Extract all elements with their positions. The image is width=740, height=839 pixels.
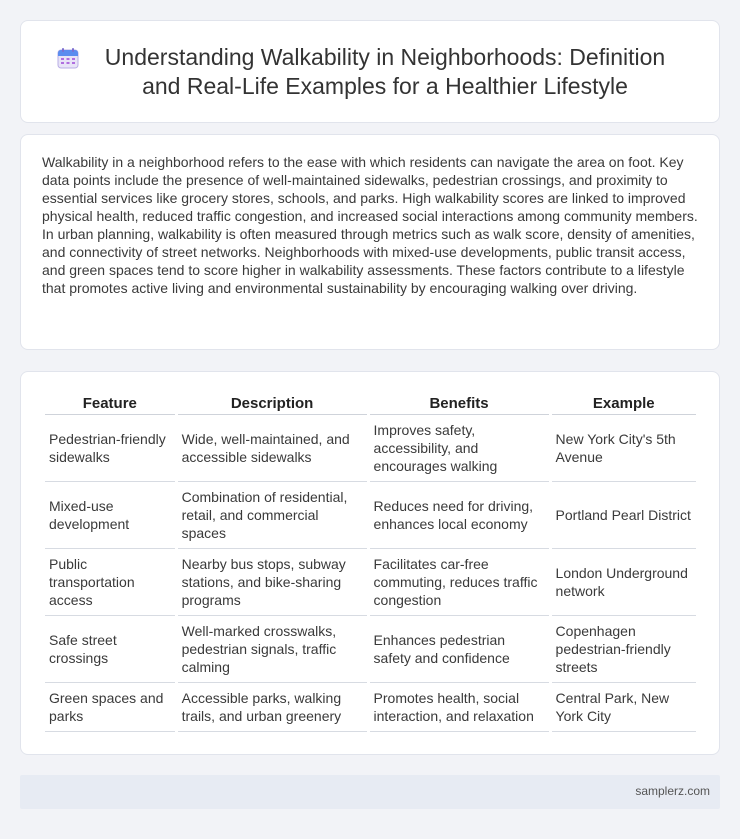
column-header: Feature <box>45 392 175 415</box>
table-cell: Enhances pedestrian safety and confidence <box>370 616 549 683</box>
table-cell: Promotes health, social interaction, and relaxation <box>370 683 549 732</box>
table-row <box>45 683 696 732</box>
table-cell: Safe street crossings <box>45 616 175 683</box>
table-header-row <box>45 392 696 415</box>
table-row <box>45 415 696 482</box>
title-card <box>20 20 720 123</box>
table-row <box>45 616 696 683</box>
table-cell: Mixed-use development <box>45 482 175 549</box>
table-row <box>45 549 696 616</box>
table-cell: Public transportation access <box>45 549 175 616</box>
table-cell: Combination of residential, retail, and commercial spaces <box>178 482 367 549</box>
table-cell: Reduces need for driving, enhances local economy <box>370 482 549 549</box>
table-cell: Portland Pearl District <box>552 482 696 549</box>
table-cell: Improves safety, accessibility, and encourages walking <box>370 415 549 482</box>
table-row <box>45 482 696 549</box>
table-cell: Green spaces and parks <box>45 683 175 732</box>
table-cell: Nearby bus stops, subway stations, and bike-sharing programs <box>178 549 367 616</box>
column-header: Example <box>552 392 696 415</box>
table-cell: Wide, well-maintained, and accessible sidewalks <box>178 415 367 482</box>
walkability-table <box>42 392 699 732</box>
table-cell: Facilitates car-free commuting, reduces traffic congestion <box>370 549 549 616</box>
footer-site-link[interactable]: samplerz.com <box>635 784 710 798</box>
table-cell: New York City's 5th Avenue <box>552 415 696 482</box>
table-cell: Pedestrian-friendly sidewalks <box>45 415 175 482</box>
footer <box>20 775 720 809</box>
column-header: Description <box>178 392 367 415</box>
table-cell: Central Park, New York City <box>552 683 696 732</box>
table-cell: Well-marked crosswalks, pedestrian signals, traffic calming <box>178 616 367 683</box>
intro-card <box>20 134 720 350</box>
page-title: Understanding Walkability in Neighborhoods: Definition and Real-Life Examples for a Healthier Lifestyle <box>104 43 666 99</box>
table-cell: Copenhagen pedestrian-friendly streets <box>552 616 696 683</box>
intro-paragraph: Walkability in a neighborhood refers to the ease with which residents can navigate the area on foot. Key data points include the presence of well-maintained sidewalks, pedestrian crossings, and proximity to essential services like grocery stores, schools, and parks. High walkability scores are linked to improved physical health, reduced traffic congestion, and increased social interactions among community members. In urban planning, walkability is often measured through metrics such as walk score, density of amenities, and connectivity of street networks. Neighborhoods with mixed-use developments, public transit access, and green spaces tend to score higher in walkability assessments. These factors contribute to a lifestyle that promotes active living and environmental sustainability by encouraging walking over driving. <box>42 154 698 296</box>
table-cell: London Underground network <box>552 549 696 616</box>
table-cell: Accessible parks, walking trails, and urban greenery <box>178 683 367 732</box>
column-header: Benefits <box>370 392 549 415</box>
table-card <box>20 371 720 755</box>
